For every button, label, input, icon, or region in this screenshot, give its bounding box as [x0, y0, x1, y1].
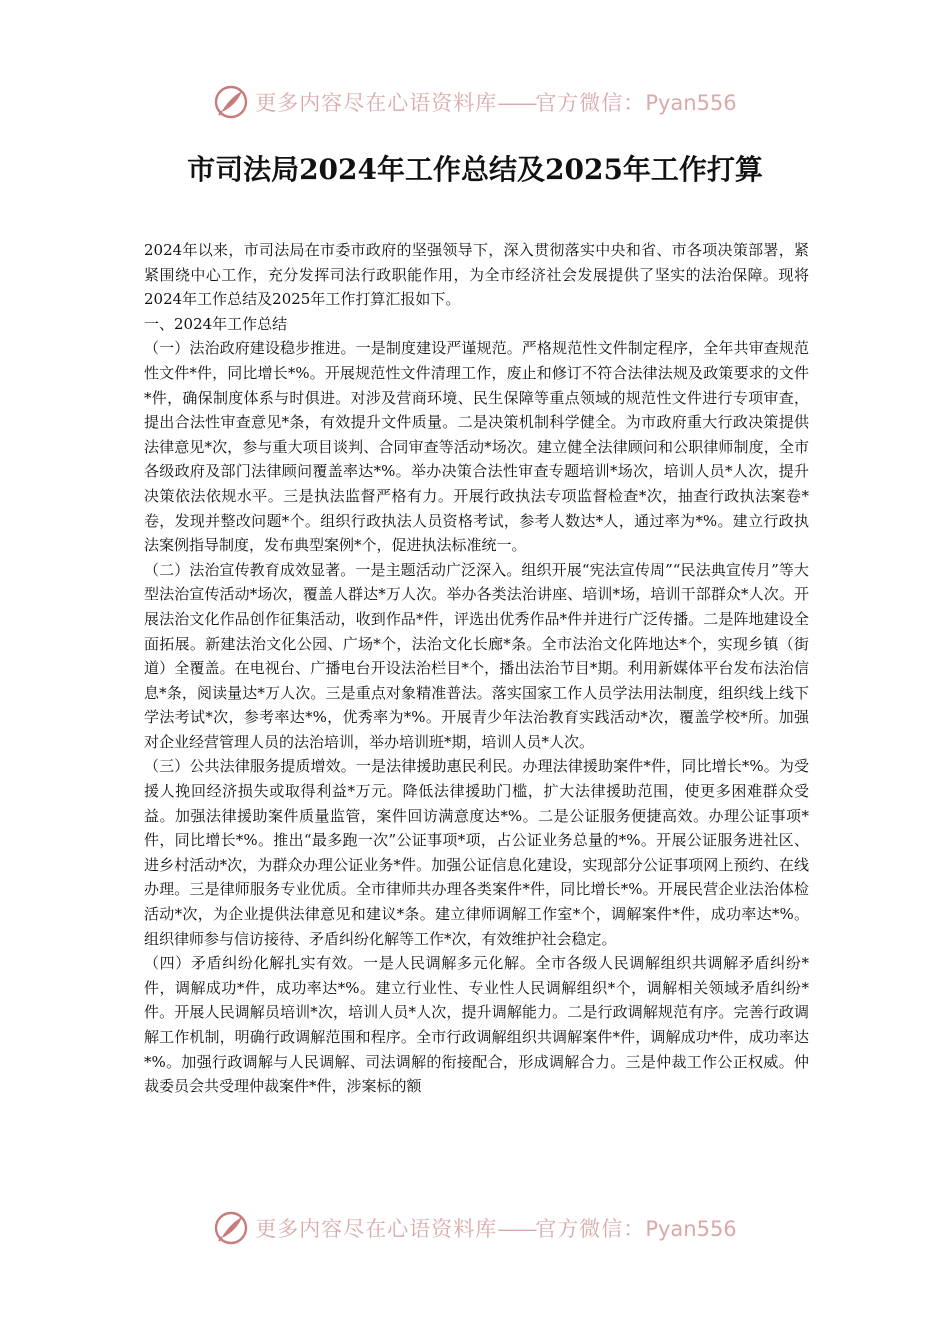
document-body — [144, 238, 809, 1099]
section-heading: 一、2024年工作总结 — [144, 314, 288, 333]
watermark-header — [0, 82, 950, 122]
quill-logo-icon — [213, 1210, 249, 1246]
paragraph-dispute-resolution: （四）矛盾纠纷化解扎实有效。一是人民调解多元化解。全市各级人民调解组织共调解矛盾纠纷*件，调解成功*件，成功率达*%。建立行业性、专业性人民调解组织*个，调解相关领域矛盾纠纷*件。开展人民调解员培训*次，培训人员*人次，提升调解能力。二是行政调解规范有序。完善行政调解工作机制，明确行政调解范围和程序。全市行政调解组织共调解案件*件，调解成功*件，成功率达*%。加强行政调解与人民调解、司法调解的衔接配合，形成调解合力。三是仲裁工作公正权威。仲裁委员会共受理仲裁案件*件，涉案标的额 — [144, 954, 809, 1096]
watermark-footer — [0, 1208, 950, 1248]
quill-logo-icon — [213, 84, 249, 120]
paragraph-rule-of-law-government: （一）法治政府建设稳步推进。一是制度建设严谨规范。严格规范性文件制定程序，全年共审查规范性文件*件，同比增长*%。开展规范性文件清理工作，废止和修订不符合法律法规及政策要求的文件*件，确保制度体系与时俱进。对涉及营商环境、民生保障等重点领域的规范性文件进行专项审查，提出合法性审查意见*条，有效提升文件质量。二是决策机制科学健全。为市政府重大行政决策提供法律意见*次，参与重大项目谈判、合同审查等活动*场次。建立健全法律顾问和公职律师制度，全市各级政府及部门法律顾问覆盖率达*%。举办决策合法性审查专题培训*场次，培训人员*人次，提升决策依法依规水平。三是执法监督严格有力。开展行政执法专项监督检查*次，抽查行政执法案卷*卷，发现并整改问题*个。组织行政执法人员资格考试，参考人数达*人，通过率为*%。建立行政执法案例指导制度，发布典型案例*个，促进执法标准统一。 — [144, 339, 809, 555]
document-title: 市司法局2024年工作总结及2025年工作打算 — [187, 153, 763, 186]
paragraph-legal-publicity: （二）法治宣传教育成效显著。一是主题活动广泛深入。组织开展“宪法宣传周”“民法典宣传月”等大型法治宣传活动*场次，覆盖人群达*万人次。举办各类法治讲座、培训*场，培训干部群众*人次。开展法治文化作品创作征集活动，收到作品*件，评选出优秀作品*件并进行广泛传播。二是阵地建设全面拓展。新建法治文化公园、广场*个，法治文化长廊*条。全市法治文化阵地达*个，实现乡镇（街道）全覆盖。在电视台、广播电台开设法治栏目*个，播出法治节目*期。利用新媒体平台发布法治信息*条，阅读量达*万人次。三是重点对象精准普法。落实国家工作人员学法用法制度，组织线上线下学法考试*次，参考率达*%，优秀率为*%。开展青少年法治教育实践活动*次，覆盖学校*所。加强对企业经营管理人员的法治培训，举办培训班*期，培训人员*人次。 — [144, 560, 809, 751]
watermark-text: 更多内容尽在心语资料库——官方微信：Pyan556 — [255, 1217, 737, 1241]
watermark-text: 更多内容尽在心语资料库——官方微信：Pyan556 — [255, 91, 737, 115]
intro-paragraph: 2024年以来，市司法局在市委市政府的坚强领导下，深入贯彻落实中央和省、市各项决策部署，紧紧围绕中心工作，充分发挥司法行政职能作用，为全市经济社会发展提供了坚实的法治保障。现将2024年工作总结及2025年工作打算汇报如下。 — [144, 241, 809, 309]
paragraph-public-legal-services: （三）公共法律服务提质增效。一是法律援助惠民利民。办理法律援助案件*件，同比增长*%。为受援人挽回经济损失或取得利益*万元。降低法律援助门槛，扩大法律援助范围，使更多困难群众受益。加强法律援助案件质量监管，案件回访满意度达*%。二是公证服务便捷高效。办理公证事项*件，同比增长*%。推出“最多跑一次”公证事项*项，占公证业务总量的*%。开展公证服务进社区、进乡村活动*次，为群众办理公证业务*件。加强公证信息化建设，实现部分公证事项网上预约、在线办理。三是律师服务专业优质。全市律师共办理各类案件*件，同比增长*%。开展民营企业法治体检活动*次，为企业提供法律意见和建议*条。建立律师调解工作室*个，调解案件*件，成功率达*%。组织律师参与信访接待、矛盾纠纷化解等工作*次，有效维护社会稳定。 — [144, 757, 809, 948]
